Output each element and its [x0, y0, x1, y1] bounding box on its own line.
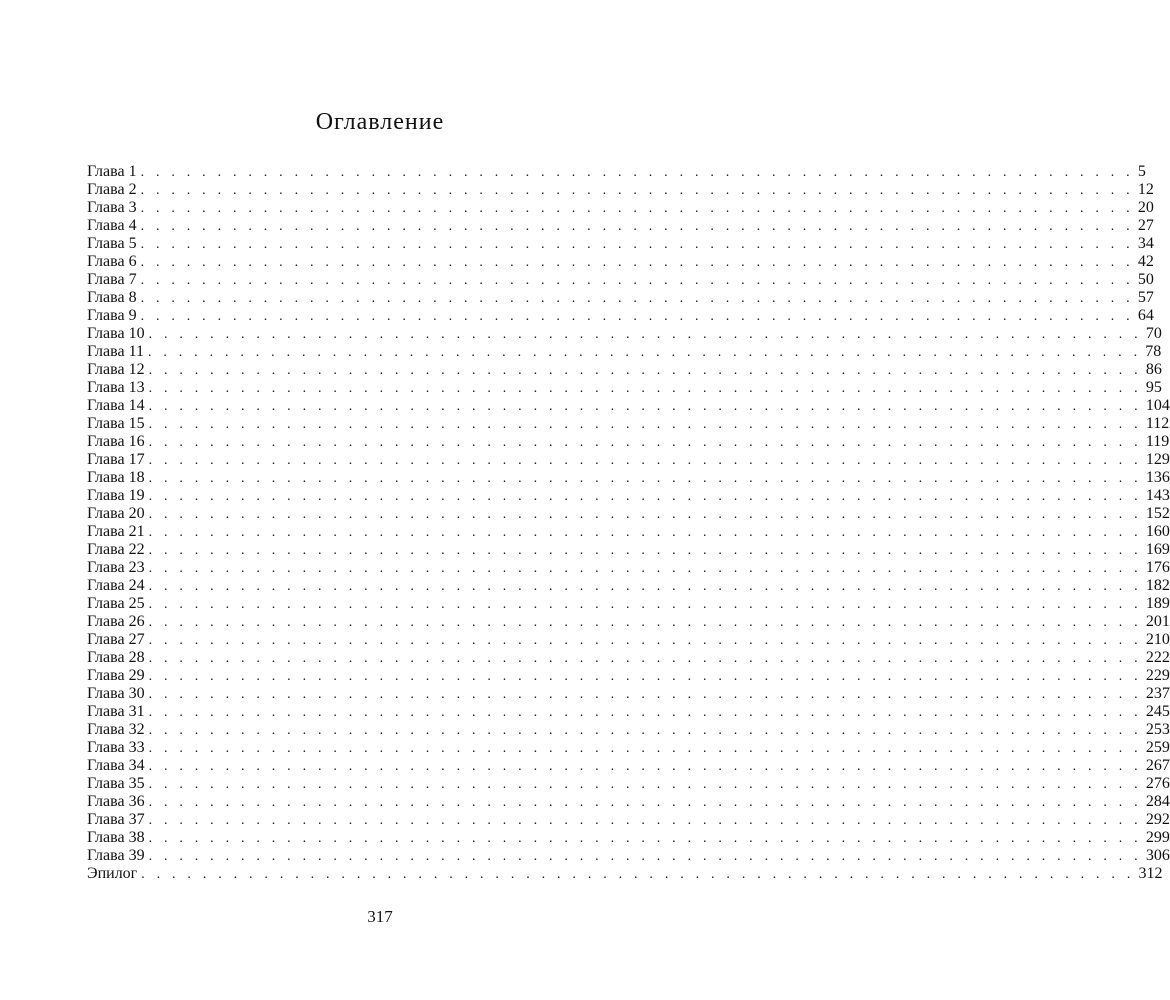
toc-entry-page: 27 [1137, 217, 1154, 234]
toc-entry [87, 559, 1170, 577]
toc-entry-label: Глава 29 [87, 667, 145, 684]
toc-entry-label: Глава 31 [87, 703, 145, 720]
toc-entry [87, 595, 1170, 613]
toc-entry-page: 119 [1145, 433, 1170, 450]
toc-entry [87, 253, 1154, 271]
toc-entry-page: 189 [1145, 595, 1170, 612]
toc-dot-leader: . . . . . . . . . . . . . . . . . . . . . . . . . . . . . . . . . . . . . . . . . . . . . . . . . . . . . . . . . . . . . . . . . [148, 777, 1142, 792]
toc-entry-page: 86 [1145, 361, 1162, 378]
toc-entry-page: 284 [1145, 793, 1170, 810]
toc-entry-label: Глава 14 [87, 397, 145, 414]
toc-entry [87, 361, 1162, 379]
toc-dot-leader: . . . . . . . . . . . . . . . . . . . . . . . . . . . . . . . . . . . . . . . . . . . . . . . . . . . . . . . . . . . . . . . . . [147, 345, 1142, 360]
toc-dot-leader: . . . . . . . . . . . . . . . . . . . . . . . . . . . . . . . . . . . . . . . . . . . . . . . . . . . . . . . . . . . . . . . . . [140, 291, 1134, 306]
toc-entry-page: 276 [1145, 775, 1170, 792]
toc-entry [87, 433, 1170, 451]
toc-entry-label: Глава 22 [87, 541, 145, 558]
toc-entry-label: Глава 21 [87, 523, 145, 540]
toc-dot-leader: . . . . . . . . . . . . . . . . . . . . . . . . . . . . . . . . . . . . . . . . . . . . . . . . . . . . . . . . . . . . . . . . . [148, 543, 1142, 558]
toc-entry [87, 829, 1170, 847]
toc-dot-leader: . . . . . . . . . . . . . . . . . . . . . . . . . . . . . . . . . . . . . . . . . . . . . . . . . . . . . . . . . . . . . . . . . [140, 237, 1134, 252]
toc-entry-page: 292 [1145, 811, 1170, 828]
toc-entry-label: Глава 36 [87, 793, 145, 810]
toc-entry-page: 57 [1137, 289, 1154, 306]
toc-entry-label: Глава 32 [87, 721, 145, 738]
toc-entry-label: Глава 23 [87, 559, 145, 576]
toc-dot-leader: . . . . . . . . . . . . . . . . . . . . . . . . . . . . . . . . . . . . . . . . . . . . . . . . . . . . . . . . . . . . . . . . . [148, 759, 1142, 774]
toc-entry-page: 169 [1145, 541, 1170, 558]
toc-entry-page: 222 [1145, 649, 1170, 666]
toc-entry-page: 5 [1137, 163, 1146, 180]
toc-entry [87, 181, 1154, 199]
toc-entry [87, 541, 1170, 559]
toc-dot-leader: . . . . . . . . . . . . . . . . . . . . . . . . . . . . . . . . . . . . . . . . . . . . . . . . . . . . . . . . . . . . . . . . . [148, 849, 1142, 864]
toc-entry-label: Глава 30 [87, 685, 145, 702]
toc-entry-label: Глава 38 [87, 829, 145, 846]
toc-entry [87, 685, 1170, 703]
toc-dot-leader: . . . . . . . . . . . . . . . . . . . . . . . . . . . . . . . . . . . . . . . . . . . . . . . . . . . . . . . . . . . . . . . . . [140, 165, 1134, 180]
toc-entry [87, 523, 1170, 541]
toc-entry-page: 143 [1145, 487, 1170, 504]
toc-entry [87, 775, 1170, 793]
toc-entry [87, 343, 1162, 361]
toc-entry-label: Глава 3 [87, 199, 137, 216]
toc-dot-leader: . . . . . . . . . . . . . . . . . . . . . . . . . . . . . . . . . . . . . . . . . . . . . . . . . . . . . . . . . . . . . . . . . [140, 309, 1134, 324]
toc-entry-page: 176 [1145, 559, 1170, 576]
toc-entry-page: 34 [1137, 235, 1154, 252]
toc-entry-page: 129 [1145, 451, 1170, 468]
toc-entry [87, 811, 1170, 829]
toc-dot-leader: . . . . . . . . . . . . . . . . . . . . . . . . . . . . . . . . . . . . . . . . . . . . . . . . . . . . . . . . . . . . . . . . . [140, 219, 1134, 234]
toc-entry-page: 253 [1145, 721, 1170, 738]
toc-entry [87, 199, 1154, 217]
toc-entry-page: 210 [1145, 631, 1170, 648]
toc-dot-leader: . . . . . . . . . . . . . . . . . . . . . . . . . . . . . . . . . . . . . . . . . . . . . . . . . . . . . . . . . . . . . . . . . [148, 687, 1142, 702]
toc-entry-label: Глава 16 [87, 433, 145, 450]
toc-entry-label: Глава 25 [87, 595, 145, 612]
toc-dot-leader: . . . . . . . . . . . . . . . . . . . . . . . . . . . . . . . . . . . . . . . . . . . . . . . . . . . . . . . . . . . . . . . . . [148, 723, 1142, 738]
toc-entry-label: Глава 33 [87, 739, 145, 756]
toc-dot-leader: . . . . . . . . . . . . . . . . . . . . . . . . . . . . . . . . . . . . . . . . . . . . . . . . . . . . . . . . . . . . . . . . . [148, 651, 1142, 666]
toc-dot-leader: . . . . . . . . . . . . . . . . . . . . . . . . . . . . . . . . . . . . . . . . . . . . . . . . . . . . . . . . . . . . . . . . . [148, 597, 1142, 612]
toc-entry [87, 325, 1162, 343]
toc-entry [87, 271, 1154, 289]
toc-entry-page: 312 [1138, 865, 1163, 882]
toc-entry-page: 42 [1137, 253, 1154, 270]
toc-entry [87, 577, 1170, 595]
toc-dot-leader: . . . . . . . . . . . . . . . . . . . . . . . . . . . . . . . . . . . . . . . . . . . . . . . . . . . . . . . . . . . . . . . . . [141, 867, 1135, 882]
toc-entry-page: 245 [1145, 703, 1170, 720]
toc-entry-page: 20 [1137, 199, 1154, 216]
page-title: Оглавление [315, 109, 445, 135]
toc-dot-leader: . . . . . . . . . . . . . . . . . . . . . . . . . . . . . . . . . . . . . . . . . . . . . . . . . . . . . . . . . . . . . . . . . [140, 273, 1134, 288]
toc-entry [87, 235, 1154, 253]
toc-dot-leader: . . . . . . . . . . . . . . . . . . . . . . . . . . . . . . . . . . . . . . . . . . . . . . . . . . . . . . . . . . . . . . . . . [148, 705, 1142, 720]
toc-entry-page: 160 [1145, 523, 1170, 540]
toc-entry-page: 112 [1145, 415, 1170, 432]
toc-dot-leader: . . . . . . . . . . . . . . . . . . . . . . . . . . . . . . . . . . . . . . . . . . . . . . . . . . . . . . . . . . . . . . . . . [148, 795, 1142, 810]
toc-entry-page: 95 [1145, 379, 1162, 396]
toc-dot-leader: . . . . . . . . . . . . . . . . . . . . . . . . . . . . . . . . . . . . . . . . . . . . . . . . . . . . . . . . . . . . . . . . . [148, 813, 1142, 828]
toc-dot-leader: . . . . . . . . . . . . . . . . . . . . . . . . . . . . . . . . . . . . . . . . . . . . . . . . . . . . . . . . . . . . . . . . . [148, 381, 1142, 396]
toc-dot-leader: . . . . . . . . . . . . . . . . . . . . . . . . . . . . . . . . . . . . . . . . . . . . . . . . . . . . . . . . . . . . . . . . . [148, 453, 1142, 468]
toc-entry-label: Глава 8 [87, 289, 137, 306]
toc-entry-page: 299 [1145, 829, 1170, 846]
toc-entry [87, 721, 1170, 739]
toc-entry-page: 152 [1145, 505, 1170, 522]
toc-entry-label: Глава 13 [87, 379, 145, 396]
toc-entry-page: 201 [1145, 613, 1170, 630]
toc-entry [87, 397, 1170, 415]
toc-entry-label: Глава 7 [87, 271, 137, 288]
toc-entry-label: Эпилог [87, 865, 138, 882]
toc-dot-leader: . . . . . . . . . . . . . . . . . . . . . . . . . . . . . . . . . . . . . . . . . . . . . . . . . . . . . . . . . . . . . . . . . [148, 561, 1142, 576]
toc-entry [87, 379, 1162, 397]
toc-dot-leader: . . . . . . . . . . . . . . . . . . . . . . . . . . . . . . . . . . . . . . . . . . . . . . . . . . . . . . . . . . . . . . . . . [148, 363, 1142, 378]
toc-entry-page: 229 [1145, 667, 1170, 684]
toc-entry [87, 739, 1170, 757]
toc-entry-label: Глава 20 [87, 505, 145, 522]
toc-entry-label: Глава 26 [87, 613, 145, 630]
toc-entry [87, 217, 1154, 235]
toc-entry [87, 631, 1170, 649]
toc-entry-page: 78 [1145, 343, 1162, 360]
toc-dot-leader: . . . . . . . . . . . . . . . . . . . . . . . . . . . . . . . . . . . . . . . . . . . . . . . . . . . . . . . . . . . . . . . . . [140, 183, 1134, 198]
toc-entry-page: 306 [1145, 847, 1170, 864]
toc-entry [87, 649, 1170, 667]
toc-dot-leader: . . . . . . . . . . . . . . . . . . . . . . . . . . . . . . . . . . . . . . . . . . . . . . . . . . . . . . . . . . . . . . . . . [148, 741, 1142, 756]
toc-dot-leader: . . . . . . . . . . . . . . . . . . . . . . . . . . . . . . . . . . . . . . . . . . . . . . . . . . . . . . . . . . . . . . . . . [148, 669, 1142, 684]
toc-entry [87, 757, 1170, 775]
toc-entry-label: Глава 6 [87, 253, 137, 270]
toc-entry-label: Глава 12 [87, 361, 145, 378]
toc-entry-label: Глава 34 [87, 757, 145, 774]
toc-entry-label: Глава 10 [87, 325, 145, 342]
toc-dot-leader: . . . . . . . . . . . . . . . . . . . . . . . . . . . . . . . . . . . . . . . . . . . . . . . . . . . . . . . . . . . . . . . . . [148, 489, 1142, 504]
page-number: 317 [367, 907, 393, 926]
toc-dot-leader: . . . . . . . . . . . . . . . . . . . . . . . . . . . . . . . . . . . . . . . . . . . . . . . . . . . . . . . . . . . . . . . . . [148, 615, 1142, 630]
toc-dot-leader: . . . . . . . . . . . . . . . . . . . . . . . . . . . . . . . . . . . . . . . . . . . . . . . . . . . . . . . . . . . . . . . . . [148, 507, 1142, 522]
table-of-contents [87, 163, 1170, 883]
toc-entry-label: Глава 5 [87, 235, 137, 252]
toc-entry [87, 163, 1146, 181]
toc-dot-leader: . . . . . . . . . . . . . . . . . . . . . . . . . . . . . . . . . . . . . . . . . . . . . . . . . . . . . . . . . . . . . . . . . [148, 399, 1142, 414]
toc-entry-label: Глава 15 [87, 415, 145, 432]
toc-entry-label: Глава 9 [87, 307, 137, 324]
toc-entry-page: 237 [1145, 685, 1170, 702]
toc-entry-page: 50 [1137, 271, 1154, 288]
toc-entry-label: Глава 19 [87, 487, 145, 504]
toc-entry-page: 267 [1145, 757, 1170, 774]
toc-entry-label: Глава 17 [87, 451, 145, 468]
toc-entry [87, 865, 1163, 883]
toc-entry-label: Глава 2 [87, 181, 137, 198]
toc-entry-label: Глава 37 [87, 811, 145, 828]
toc-dot-leader: . . . . . . . . . . . . . . . . . . . . . . . . . . . . . . . . . . . . . . . . . . . . . . . . . . . . . . . . . . . . . . . . . [148, 579, 1142, 594]
toc-dot-leader: . . . . . . . . . . . . . . . . . . . . . . . . . . . . . . . . . . . . . . . . . . . . . . . . . . . . . . . . . . . . . . . . . [148, 471, 1142, 486]
toc-entry [87, 505, 1170, 523]
toc-entry-label: Глава 4 [87, 217, 137, 234]
toc-entry [87, 703, 1170, 721]
toc-entry-label: Глава 35 [87, 775, 145, 792]
toc-entry-label: Глава 11 [87, 343, 144, 360]
toc-entry-page: 104 [1145, 397, 1170, 414]
toc-entry-label: Глава 1 [87, 163, 137, 180]
toc-entry-page: 64 [1137, 307, 1154, 324]
toc-entry [87, 667, 1170, 685]
toc-entry-label: Глава 24 [87, 577, 145, 594]
toc-entry [87, 613, 1170, 631]
toc-entry [87, 307, 1154, 325]
toc-dot-leader: . . . . . . . . . . . . . . . . . . . . . . . . . . . . . . . . . . . . . . . . . . . . . . . . . . . . . . . . . . . . . . . . . [148, 435, 1142, 450]
toc-entry-label: Глава 39 [87, 847, 145, 864]
toc-entry [87, 451, 1170, 469]
toc-dot-leader: . . . . . . . . . . . . . . . . . . . . . . . . . . . . . . . . . . . . . . . . . . . . . . . . . . . . . . . . . . . . . . . . . [148, 831, 1142, 846]
toc-entry-page: 136 [1145, 469, 1170, 486]
toc-entry [87, 847, 1170, 865]
toc-entry-label: Глава 18 [87, 469, 145, 486]
toc-entry-page: 259 [1145, 739, 1170, 756]
toc-dot-leader: . . . . . . . . . . . . . . . . . . . . . . . . . . . . . . . . . . . . . . . . . . . . . . . . . . . . . . . . . . . . . . . . . [148, 327, 1142, 342]
toc-entry [87, 289, 1154, 307]
toc-dot-leader: . . . . . . . . . . . . . . . . . . . . . . . . . . . . . . . . . . . . . . . . . . . . . . . . . . . . . . . . . . . . . . . . . [148, 525, 1142, 540]
toc-entry-label: Глава 28 [87, 649, 145, 666]
toc-entry-page: 70 [1145, 325, 1162, 342]
toc-entry [87, 487, 1170, 505]
toc-entry-page: 182 [1145, 577, 1170, 594]
toc-dot-leader: . . . . . . . . . . . . . . . . . . . . . . . . . . . . . . . . . . . . . . . . . . . . . . . . . . . . . . . . . . . . . . . . . [148, 633, 1142, 648]
toc-dot-leader: . . . . . . . . . . . . . . . . . . . . . . . . . . . . . . . . . . . . . . . . . . . . . . . . . . . . . . . . . . . . . . . . . [140, 255, 1134, 270]
toc-entry [87, 469, 1170, 487]
toc-entry [87, 415, 1170, 433]
toc-entry-page: 12 [1137, 181, 1154, 198]
toc-dot-leader: . . . . . . . . . . . . . . . . . . . . . . . . . . . . . . . . . . . . . . . . . . . . . . . . . . . . . . . . . . . . . . . . . [148, 417, 1142, 432]
toc-entry [87, 793, 1170, 811]
toc-dot-leader: . . . . . . . . . . . . . . . . . . . . . . . . . . . . . . . . . . . . . . . . . . . . . . . . . . . . . . . . . . . . . . . . . [140, 201, 1134, 216]
toc-entry-label: Глава 27 [87, 631, 145, 648]
